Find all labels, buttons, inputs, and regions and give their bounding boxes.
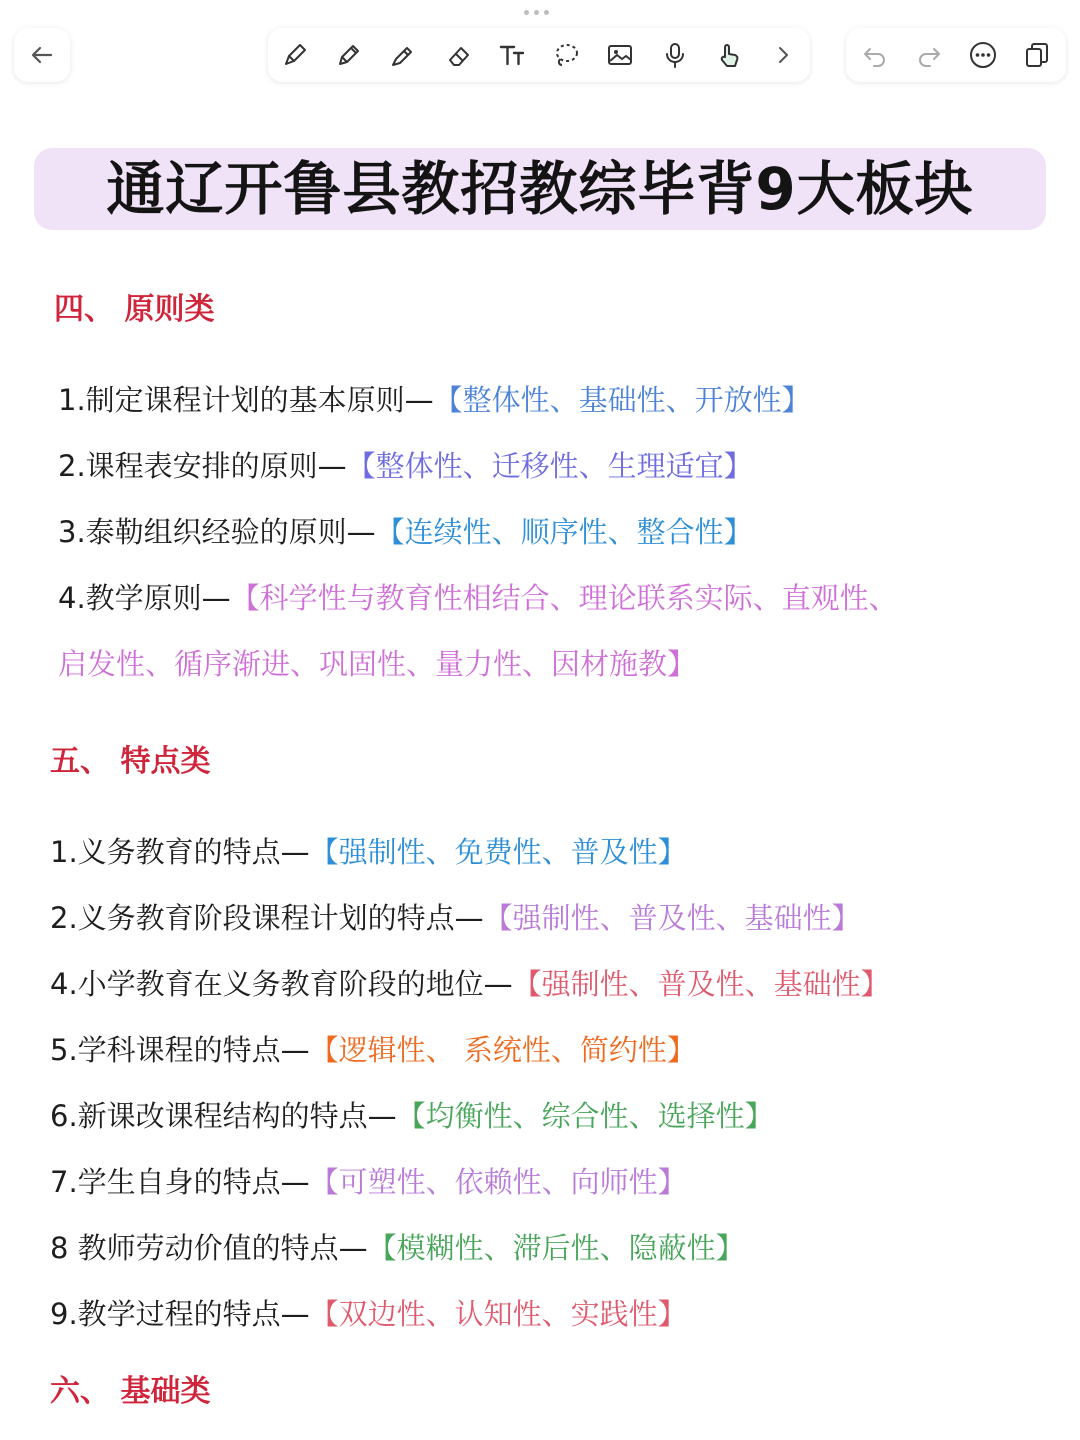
pages-icon[interactable]: [1020, 38, 1054, 72]
list-item: 1.制定课程计划的基本原则—【整体性、基础性、开放性】: [58, 383, 811, 417]
list-item: 6.新课改课程结构的特点—【均衡性、综合性、选择性】: [50, 1099, 774, 1133]
chevron-right-icon[interactable]: [766, 38, 800, 72]
drawing-tools: [268, 28, 810, 82]
back-button[interactable]: [14, 28, 70, 82]
list-item: 4.小学教育在义务教育阶段的地位—【强制性、普及性、基础性】: [50, 967, 890, 1001]
list-item: 4.教学原则—【科学性与教育性相结合、理论联系实际、直观性、: [58, 581, 898, 615]
list-item: 2.义务教育阶段课程计划的特点—【强制性、普及性、基础性】: [50, 901, 861, 935]
top-toolbar: [0, 0, 1080, 100]
text-tool-icon[interactable]: [495, 38, 529, 72]
image-icon[interactable]: [603, 38, 637, 72]
section-heading: 六、 基础类: [50, 1374, 211, 1409]
undo-icon[interactable]: [858, 38, 892, 72]
arrow-left-icon: [25, 38, 59, 72]
list-item: 5.学科课程的特点—【逻辑性、 系统性、简约性】: [50, 1033, 696, 1067]
page-title: 通辽开鲁县教招教综毕背9大板块: [106, 155, 974, 223]
redo-icon[interactable]: [912, 38, 946, 72]
more-icon[interactable]: [966, 38, 1000, 72]
list-item: 7.学生自身的特点—【可塑性、依赖性、向师性】: [50, 1165, 687, 1199]
eraser-icon[interactable]: [441, 38, 475, 72]
pen-icon[interactable]: [332, 38, 366, 72]
list-item: 2.课程表安排的原则—【整体性、迁移性、生理适宜】: [58, 449, 753, 483]
microphone-icon[interactable]: [658, 38, 692, 72]
section-heading: 四、 原则类: [54, 292, 215, 327]
highlighter-icon[interactable]: [386, 38, 420, 72]
list-item: 8 教师劳动价值的特点—【模糊性、滞后性、隐蔽性】: [50, 1231, 745, 1265]
pencil-icon[interactable]: [278, 38, 312, 72]
history-tools: [846, 28, 1066, 82]
drag-handle[interactable]: [524, 10, 549, 15]
lasso-icon[interactable]: [549, 38, 583, 72]
list-item: 1.义务教育的特点—【强制性、免费性、普及性】: [50, 835, 687, 869]
list-item-continued: 启发性、循序渐进、巩固性、量力性、因材施教】: [58, 647, 697, 681]
title-banner: [34, 148, 1046, 230]
list-item: 9.教学过程的特点—【双边性、认知性、实践性】: [50, 1297, 687, 1331]
section-heading: 五、 特点类: [50, 744, 211, 779]
list-item: 3.泰勒组织经验的原则—【连续性、顺序性、整合性】: [58, 515, 753, 549]
hand-pointer-icon[interactable]: [712, 38, 746, 72]
